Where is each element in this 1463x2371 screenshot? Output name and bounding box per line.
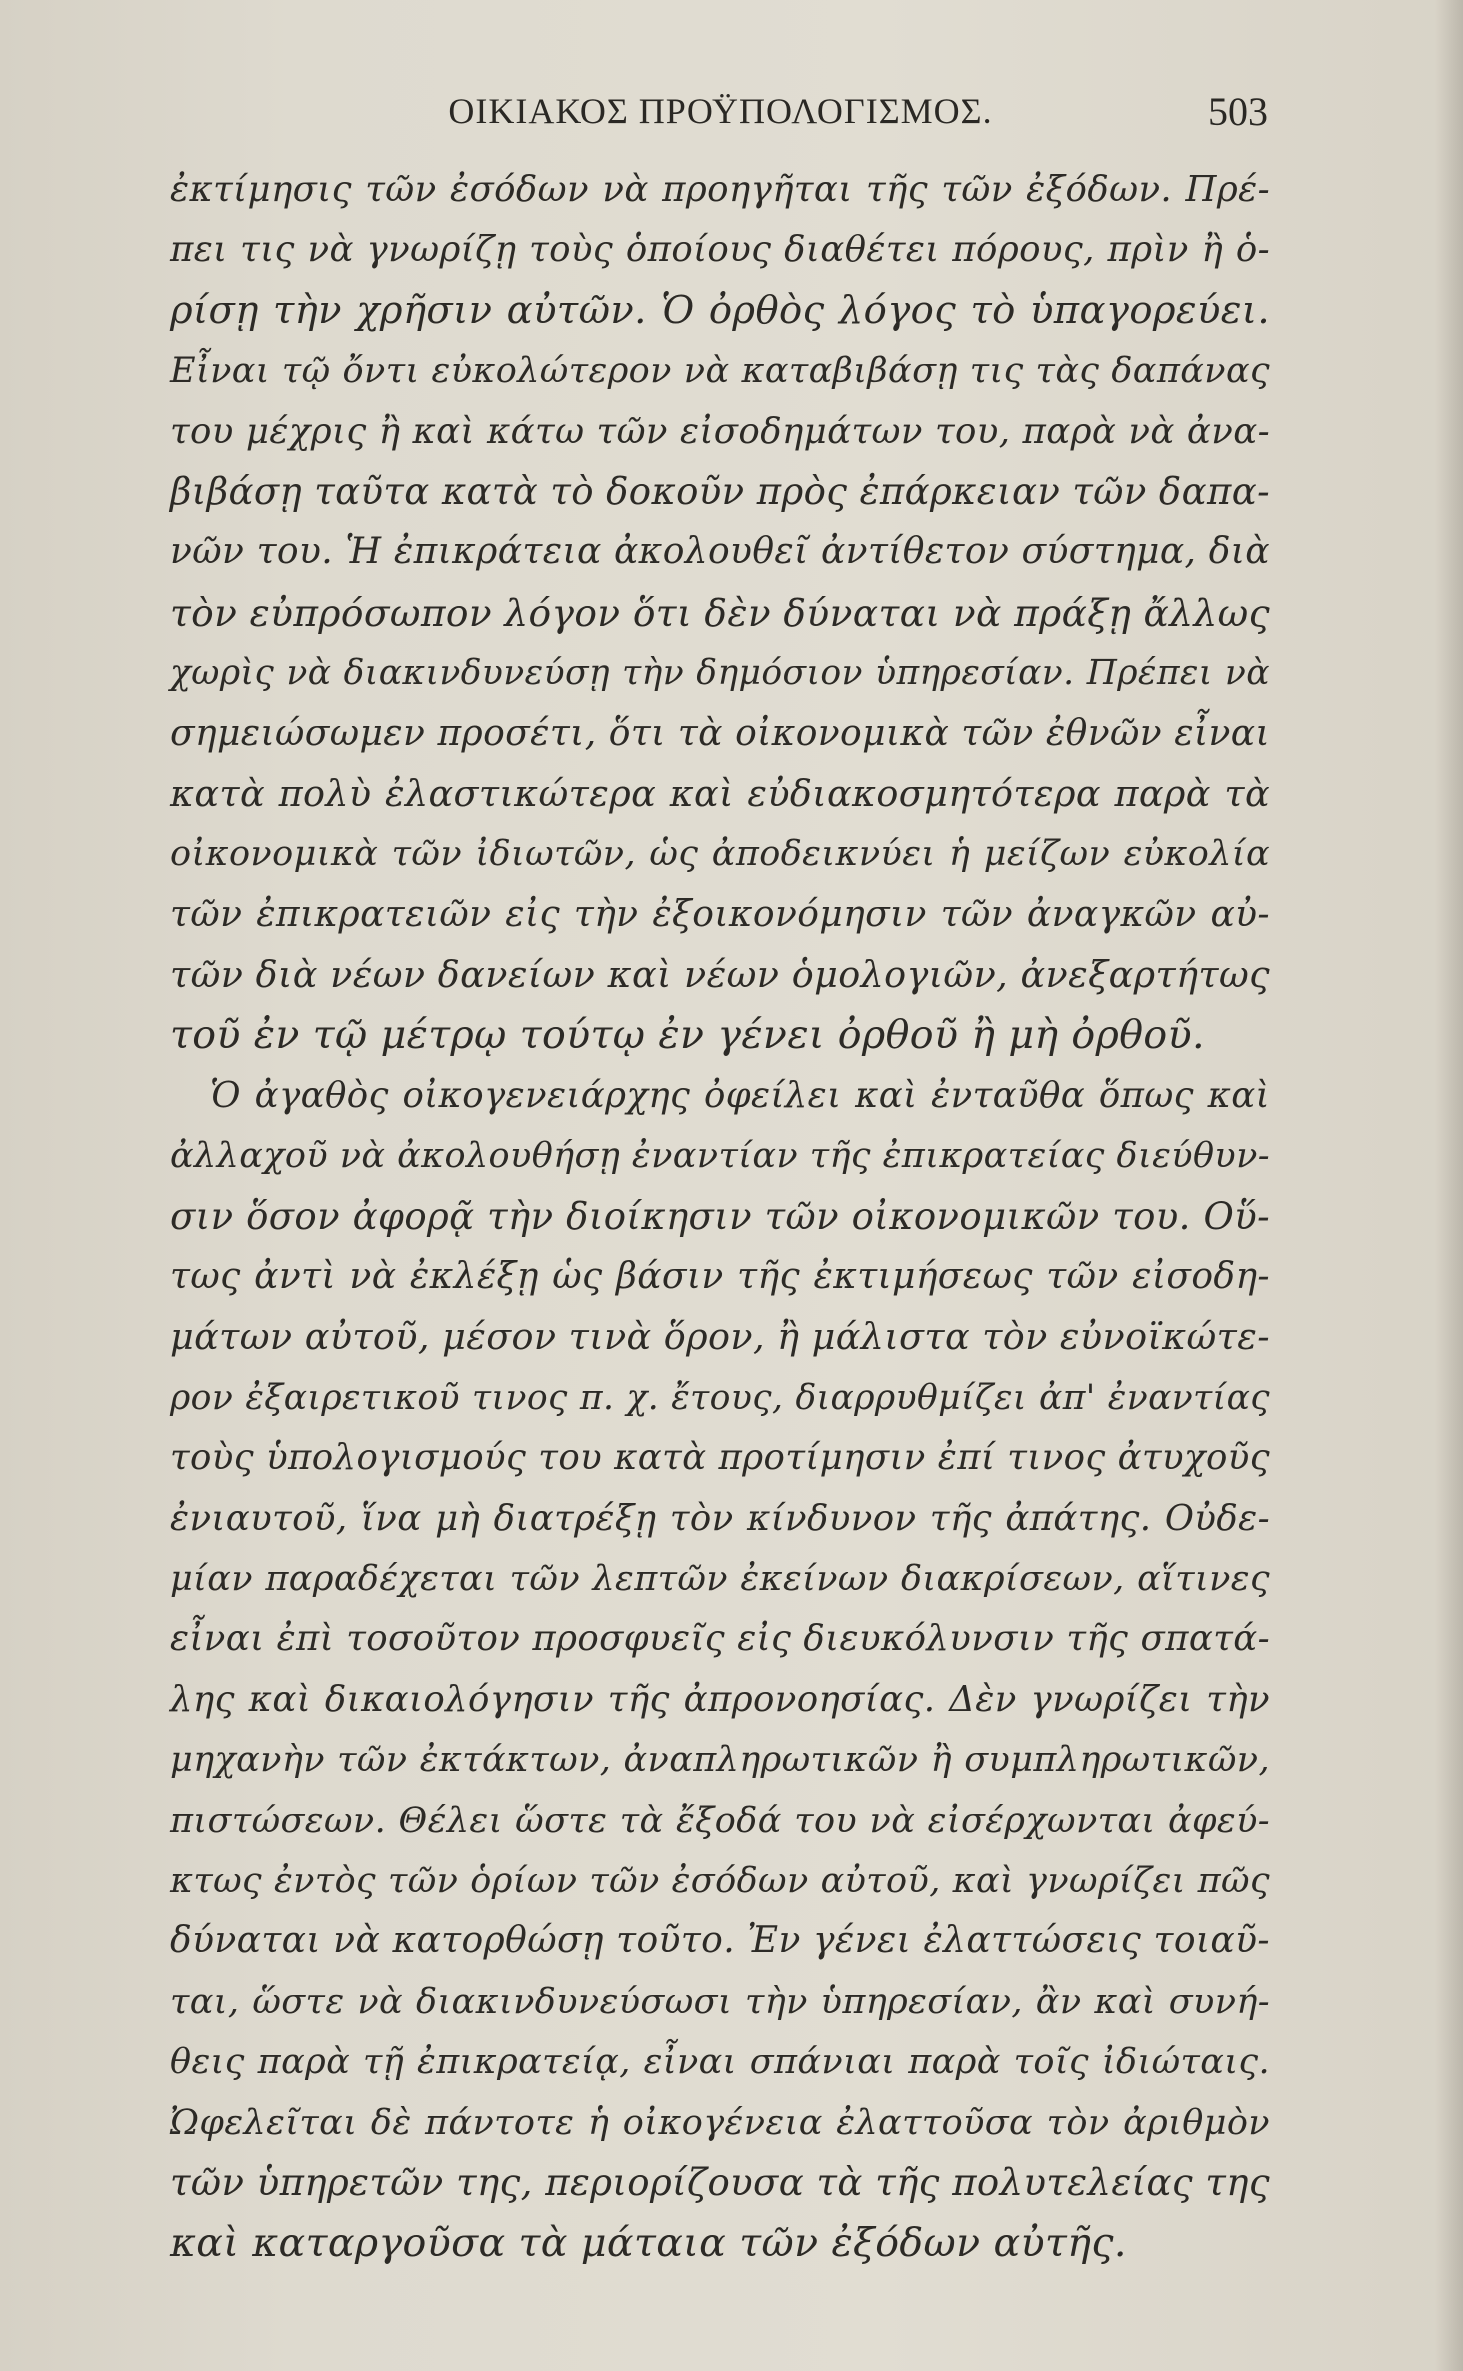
text-line: δύναται νὰ κατορθώσῃ τοῦτο. Ἐν γένει ἐλαττώσεις τοιαῦ- (170, 1920, 1270, 1962)
text-line: τοὺς ὑπολογισμούς του κατὰ προτίμησιν ἐπί τινος ἀτυχοῦς (170, 1437, 1270, 1479)
text-line: του μέχρις ἢ καὶ κάτω τῶν εἰσοδημάτων του, παρὰ νὰ ἀνα- (170, 410, 1270, 452)
text-line: Ὁ ἀγαθὸς οἰκογενειάρχης ὀφείλει καὶ ἐνταῦθα ὅπως καὶ (210, 1074, 1270, 1116)
text-line: Ὠφελεῖται δὲ πάντοτε ἡ οἰκογένεια ἐλαττοῦσα τὸν ἀριθμὸν (170, 2102, 1270, 2143)
text-line: ται, ὥστε νὰ διακινδυνεύσωσι τὴν ὑπηρεσίαν, ἂν καὶ συνή- (170, 1981, 1270, 2022)
text-line: σημειώσωμεν προσέτι, ὅτι τὰ οἰκονομικὰ τῶν ἐθνῶν εἶναι (170, 712, 1270, 754)
text-line: Εἶναι τῷ ὄντι εὐκολώτερον νὰ καταβιβάσῃ τις τὰς δαπάνας (170, 351, 1270, 392)
body-text (170, 160, 1270, 2274)
text-line: μηχανὴν τῶν ἐκτάκτων, ἀναπληρωτικῶν ἢ συμπληρωτικῶν, (170, 1740, 1270, 1781)
text-line: ἀλλαχοῦ νὰ ἀκολουθήσῃ ἐναντίαν τῆς ἐπικρατείας διεύθυν- (170, 1136, 1270, 1177)
text-line: τῶν ὑπηρετῶν της, περιορίζουσα τὰ τῆς πολυτελείας της (170, 2160, 1270, 2204)
text-line: τοῦ ἐν τῷ μέτρῳ τούτῳ ἐν γένει ὀρθοῦ ἢ μὴ ὀρθοῦ. (170, 1012, 1205, 1059)
text-line: εἶναι ἐπὶ τοσοῦτον προσφυεῖς εἰς διευκόλυνσιν τῆς σπατά- (170, 1618, 1270, 1660)
text-line: νῶν του. Ἡ ἐπικράτεια ἀκολουθεῖ ἀντίθετον σύστημα, διὰ (170, 531, 1270, 573)
text-line: θεις παρὰ τῇ ἐπικρατείᾳ, εἶναι σπάνιαι παρὰ τοῖς ἰδιώταις. (170, 2042, 1270, 2083)
text-line: ἐνιαυτοῦ, ἵνα μὴ διατρέξῃ τὸν κίνδυνον τῆς ἀπάτης. Οὐδε- (170, 1497, 1270, 1539)
text-line: τως ἀντὶ νὰ ἐκλέξῃ ὡς βάσιν τῆς ἐκτιμήσεως τῶν εἰσοδη- (170, 1256, 1270, 1298)
text-line: σιν ὅσον ἀφορᾷ τὴν διοίκησιν τῶν οἰκονομικῶν του. Οὕ- (170, 1194, 1270, 1238)
text-line: ρίσῃ τὴν χρῆσιν αὐτῶν. Ὁ ὀρθὸς λόγος τὸ ὑπαγορεύει. (170, 287, 1270, 333)
running-title: ΟΙΚΙΑΚΟΣ ΠΡΟΫΠΟΛΟΓΙΣΜΟΣ. (448, 91, 993, 131)
running-head (173, 86, 1268, 142)
text-line: λης καὶ δικαιολόγησιν τῆς ἀπρονοησίας. Δὲν γνωρίζει τὴν (170, 1678, 1270, 1720)
text-line: οἰκονομικὰ τῶν ἰδιωτῶν, ὡς ἀποδεικνύει ἡ μείζων εὐκολία (170, 834, 1270, 875)
text-line: τὸν εὐπρόσωπον λόγον ὅτι δὲν δύναται νὰ πράξῃ ἄλλως (170, 590, 1270, 635)
text-line: πει τις νὰ γνωρίζῃ τοὺς ὁποίους διαθέτει πόρους, πρὶν ἢ ὁ- (170, 229, 1270, 271)
text-line: κτως ἐντὸς τῶν ὁρίων τῶν ἐσόδων αὐτοῦ, καὶ γνωρίζει πῶς (170, 1860, 1270, 1901)
text-line: ρον ἐξαιρετικοῦ τινος π. χ. ἔτους, διαρρυθμίζει ἀπ' ἐναντίας (170, 1377, 1270, 1418)
text-line: μάτων αὐτοῦ, μέσον τινὰ ὅρον, ἢ μάλιστα τὸν εὐνοϊκώτε- (170, 1315, 1270, 1359)
text-line: πιστώσεων. Θέλει ὥστε τὰ ἔξοδά του νὰ εἰσέρχωνται ἀφεύ- (170, 1800, 1270, 1841)
text-line: βιβάσῃ ταῦτα κατὰ τὸ δοκοῦν πρὸς ἐπάρκειαν τῶν δαπα- (170, 469, 1270, 513)
text-line: ἐκτίμησις τῶν ἐσόδων νὰ προηγῆται τῆς τῶν ἐξόδων. Πρέ- (170, 169, 1270, 210)
text-line: κατὰ πολὺ ἐλαστικώτερα καὶ εὐδιακοσμητότερα παρὰ τὰ (170, 771, 1270, 815)
text-line: τῶν ἐπικρατειῶν εἰς τὴν ἐξοικονόμησιν τῶν ἀναγκῶν αὐ- (170, 893, 1270, 935)
text-line: μίαν παραδέχεται τῶν λεπτῶν ἐκείνων διακρίσεων, αἵτινες (170, 1558, 1270, 1599)
text-line: τῶν διὰ νέων δανείων καὶ νέων ὁμολογιῶν, ἀνεξαρτήτως (170, 953, 1270, 997)
text-line: χωρὶς νὰ διακινδυνεύσῃ τὴν δημόσιον ὑπηρεσίαν. Πρέπει νὰ (170, 653, 1270, 694)
page-number: 503 (1208, 89, 1268, 134)
text-line: καὶ καταργοῦσα τὰ μάταια τῶν ἐξόδων αὐτῆς. (170, 2220, 1127, 2267)
